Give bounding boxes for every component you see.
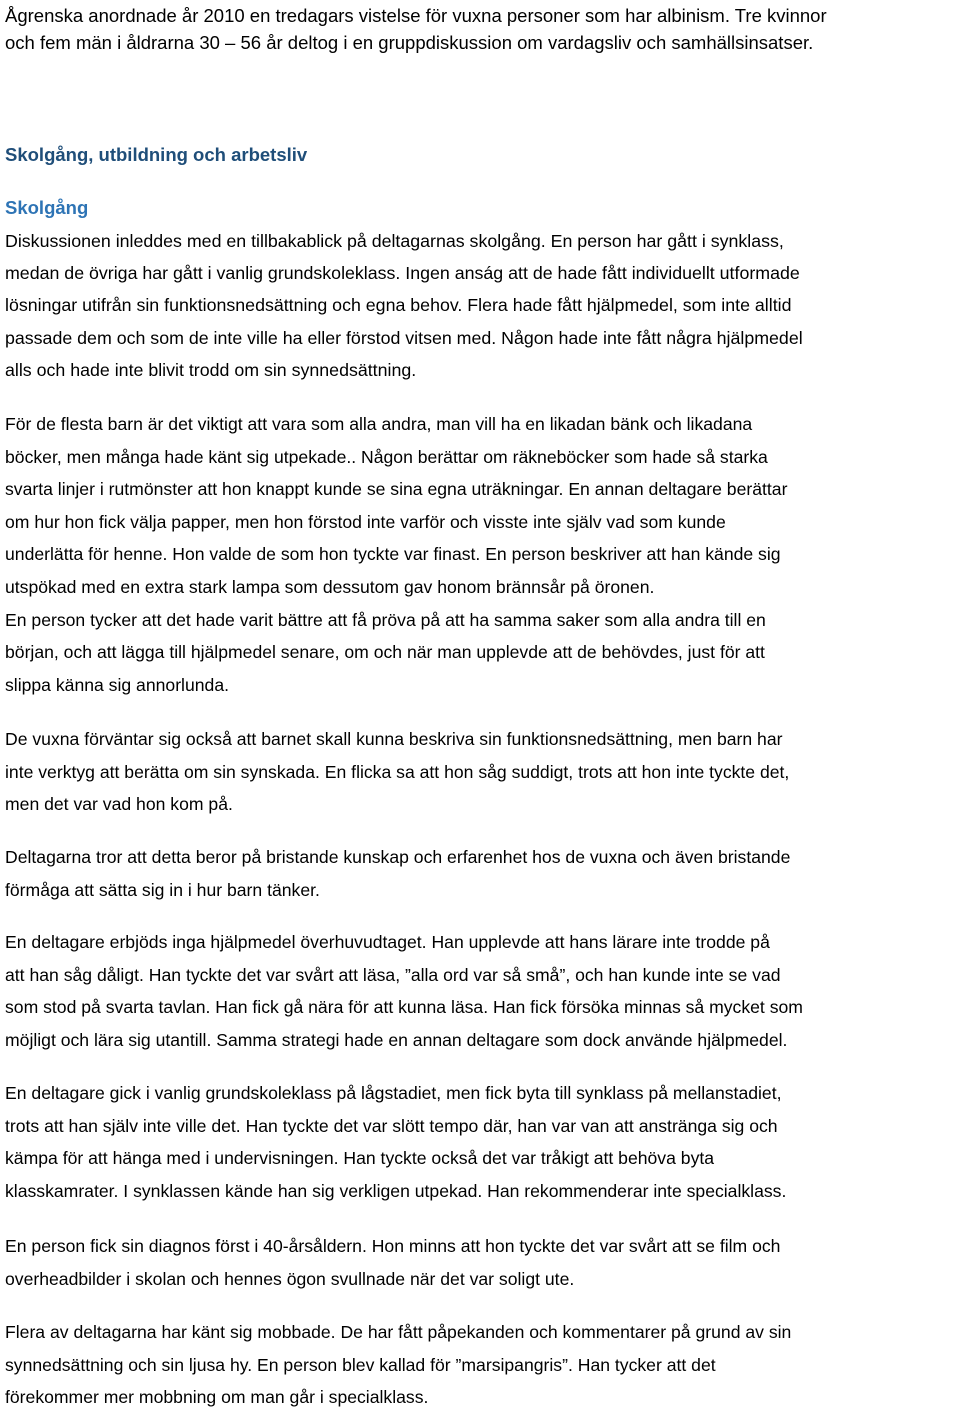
- intro-line: Ågrenska anordnade år 2010 en tredagars vistelse för vuxna personer som har albinism. Tre kvinnor: [5, 5, 827, 26]
- paragraph-2: [5, 408, 957, 701]
- paragraph-line: För de flesta barn är det viktigt att vara som alla andra, man vill ha en likadan bänk och likadana: [5, 414, 753, 434]
- paragraph-line: klasskamrater. I synklassen kände han sig verkligen utpekad. Han rekommenderar inte specialklass.: [5, 1180, 787, 1201]
- paragraph-line: medan de övriga har gått i vanlig grundskoleklass. Ingen anság att de hade fått individuellt utformade: [5, 263, 800, 284]
- paragraph-line: möjligt och lära sig utantill. Samma strategi hade en annan deltagare som dock använde hjälpmedel.: [5, 1029, 788, 1050]
- paragraph-7: [5, 1230, 957, 1295]
- paragraph-line: overheadbilder i skolan och hennes ögon svullnade när det var soligt ute.: [5, 1268, 575, 1289]
- paragraph-line: passade dem och som de inte ville ha eller förstod vitsen med. Någon hade inte fått några hjälpmedel: [5, 327, 803, 348]
- paragraph-line: Diskussionen inleddes med en tillbakablick på deltagarnas skolgång. En person har gått i synklass,: [5, 231, 784, 251]
- paragraph-3: [5, 723, 957, 821]
- paragraph-line: inte verktyg att berätta om sin synskada. En flicka sa att hon såg suddigt, trots att hon inte tyckte det,: [5, 761, 790, 782]
- paragraph-5: [5, 926, 957, 1056]
- paragraph-line: men det var vad hon kom på.: [5, 794, 233, 815]
- paragraph-line: att han såg dåligt. Han tyckte det var svårt att läsa, ”alla ord var så små”, och han kunde inte se vad: [5, 964, 781, 985]
- paragraph-line: Flera av deltagarna har känt sig mobbade. De har fått påpekanden och kommentarer på grund av sin: [5, 1322, 792, 1342]
- intro-line: och fem män i åldrarna 30 – 56 år deltog i en gruppdiskussion om vardagsliv och samhällsinsatser.: [5, 32, 814, 53]
- paragraph-line: En person fick sin diagnos först i 40-årsåldern. Hon minns att hon tyckte det var svårt att se film och: [5, 1236, 781, 1256]
- section-heading: Skolgång, utbildning och arbetsliv: [5, 144, 308, 165]
- paragraph-8: [5, 1316, 957, 1414]
- paragraph-line: svarta linjer i rutmönster att hon knappt kunde se sina egna uträkningar. En annan deltagare berättar: [5, 479, 788, 500]
- paragraph-line: underlätta för henne. Hon valde de som hon tyckte var finast. En person beskriver att han kände sig: [5, 544, 781, 565]
- paragraph-line: lösningar utifrån sin funktionsnedsättning och egna behov. Flera hade fått hjälpmedel, som inte alltid: [5, 295, 792, 316]
- paragraph-line: om hur hon fick välja papper, men hon förstod inte varför och visste inte själv vad som kunde: [5, 511, 726, 532]
- paragraph-line: synnedsättning och sin ljusa hy. En person blev kallad för ”marsipangris”. Han tycker att det: [5, 1354, 716, 1375]
- paragraph-line: De vuxna förväntar sig också att barnet skall kunna beskriva sin funktionsnedsättning, men barn har: [5, 729, 783, 749]
- paragraph-line: böcker, men många hade känt sig utpekade.. Någon berättar om räkneböcker som hade så starka: [5, 446, 768, 467]
- paragraph-line: Deltagarna tror att detta beror på bristande kunskap och erfarenhet hos de vuxna och även bristande: [5, 847, 791, 867]
- document-page: [5, 0, 957, 1408]
- paragraph-4: [5, 841, 957, 906]
- paragraph-1: [5, 225, 957, 386]
- paragraph-line: förmåga att sätta sig in i hur barn tänker.: [5, 879, 320, 900]
- paragraph-6: [5, 1077, 957, 1207]
- paragraph-line: utspökad med en extra stark lampa som dessutom gav honom brännsår på öronen.: [5, 576, 655, 597]
- paragraph-line: alls och hade inte blivit trodd om sin synnedsättning.: [5, 359, 417, 380]
- paragraph-line: kämpa för att hänga med i undervisningen. Han tyckte också det var tråkigt att behöva byta: [5, 1148, 715, 1169]
- paragraph-line: förekommer mer mobbning om man går i specialklass.: [5, 1387, 429, 1408]
- intro-paragraph: [5, 2, 957, 56]
- paragraph-line: En deltagare gick i vanlig grundskoleklass på lågstadiet, men fick byta till synklass på mellanstadiet,: [5, 1083, 782, 1103]
- paragraph-line: En deltagare erbjöds inga hjälpmedel överhuvudtaget. Han upplevde att hans lärare inte trodde på: [5, 932, 770, 952]
- paragraph-line: En person tycker att det hade varit bättre att få pröva på att ha samma saker som alla andra till en: [5, 609, 766, 630]
- subsection-heading: Skolgång: [5, 197, 89, 218]
- paragraph-line: trots att han själv inte ville det. Han tyckte det var slött tempo där, han var van att anstränga sig och: [5, 1115, 778, 1136]
- paragraph-line: slippa känna sig annorlunda.: [5, 674, 229, 695]
- paragraph-line: som stod på svarta tavlan. Han fick gå nära för att kunna läsa. Han fick försöka minnas så mycket som: [5, 997, 803, 1018]
- paragraph-line: början, och att lägga till hjälpmedel senare, om och när man upplevde att de behövdes, just för att: [5, 642, 765, 663]
